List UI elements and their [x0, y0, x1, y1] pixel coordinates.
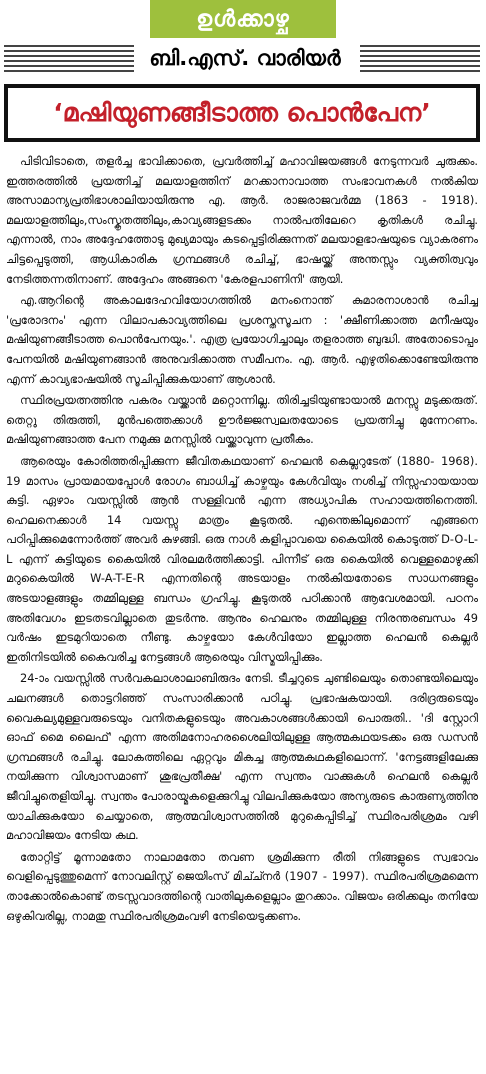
paragraph: സ്ഥിരപ്രയത്നത്തിനു പകരം വയ്ക്കാൻ മറ്റൊന്നില്ല. തിരിച്ചടിയുണ്ടായാൽ മനസ്സു മടുക്കരുത്. തെറ്റു തിരുത്തി, മുൻപത്തെക്കാൾ ഊർജ്ജസ്വലതയോടെ പ്രയത്നിച്ചു മുന്നേറണം. മഷിയുണങ്ങാത്ത പേന നമുക്കു മനസ്സിൽ വയ്ക്കാവുന്ന പ്രതീകം. — [6, 393, 478, 447]
decorative-rule-left — [4, 44, 134, 72]
paragraph: 24-ാം വയസ്സിൽ സർവകലാശാലാബിരുദം നേടി. ടീച്ചറുടെ ചുണ്ടിലെയും തൊണ്ടയിലെയും ചലനങ്ങൾ തൊട്ടറിഞ്ഞ് സംസാരിക്കാൻ പഠിച്ചു. പ്രഭാഷകയായി. ദരിദ്രരുടെയും വൈകല്യമുള്ളവരുടെയും വനിതകളുടെയും അവകാശങ്ങൾക്കായി പൊരുതി.. 'ദി സ്റ്റോറി ഓഫ് മൈ ലൈഫ്' എന്ന അതിമനോഹരശൈലിയിലുള്ള ആത്മകഥയടക്കം ഒരു ഡസൻ ഗ്രന്ഥങ്ങൾ രചിച്ചു. ലോകത്തിലെ ഏറ്റവും മികച്ച ആത്മകഥകളിലൊന്ന്. 'നേട്ടങ്ങളിലേക്കു നയിക്കുന്ന വിശ്വാസമാണ് ശുഭപ്രതീക്ഷ' എന്ന സ്വന്തം വാക്കുകൾ ഹെലൻ കെല്ലർ ജീവിച്ചുതെളിയിച്ചു. സ്വന്തം പോരായ്മകളെക്കുറിച്ചു വിലപിക്കുകയോ അന്യരുടെ കാരുണ്യത്തിനു യാചിക്കുകയോ ചെയ്യാതെ, ആത്മവിശ്വാസത്തിൽ മുറുകെപ്പിടിച്ച് സ്ഥിരപരിശ്രമം വഴി മഹാവിജയം നേടിയ കഥ. — [6, 671, 478, 843]
paragraph: എ.ആറിന്റെ അകാലദേഹവിയോഗത്തിൽ മനംനൊന്ത് കുമാരനാശാൻ രചിച്ച 'പ്രരോദനം' എന്ന വിലാപകാവ്യത്തിലെ പ്രശസ്തസൂചന : 'ക്ഷീണിക്കാത്ത മനീഷയും മഷിയുണങ്ങീടാത്ത പൊൻപേനയും.'. എത്ര പ്രയോഗിച്ചാലും തളരാത്ത ബുദ്ധി. അതോടൊപ്പം പേനയിൽ മഷിയുണങ്ങാൻ അനുവദിക്കാത്ത സമീപനം. എ. ആർ. എഴുതിക്കൊണ്ടേയിരുന്നു എന്ന് കാവ്യഭാഷയിൽ സൂചിപ്പിക്കുകയാണ് ആശാൻ. — [6, 293, 478, 386]
decorative-rule-right — [360, 44, 480, 72]
paragraph: തോറ്റിട്ട് മൂന്നാമതോ നാലാമതോ തവണ ശ്രമിക്കുന്ന രീതി നിങ്ങളുടെ സ്വഭാവം വെളിപ്പെടുത്തുമെന്ന് നോവലിസ്റ്റ് ജെയിംസ് മിച്ച്നർ (1907 - 1997). സ്ഥിരപരിശ്രമമെന്ന താക്കോൽകൊണ്ട് തടസ്സവാദത്തിന്റെ വാതിലുകളെല്ലാം തുറക്കാം. വിജയം ഒരിക്കലും തനിയേ ഒഴുകിവരില്ല, നാമതു സ്ഥിരപരിശ്രമംവഴി നേടിയെടുക്കണം. — [6, 849, 478, 923]
column-title: ഉൾക്കാഴ്ച — [150, 0, 336, 38]
headline: ‘മഷിയുണങ്ങീടാത്ത പൊൻപേന’ — [4, 84, 480, 142]
paragraph: ആരെയും കോരിത്തരിപ്പിക്കുന്ന ജീവിതകഥയാണ് ഹെലൻ കെല്ലറുടേത് (1880- 1968). 19 മാസം പ്രായമായപ്പോൾ രോഗം ബാധിച്ച് കാഴ്ചയും കേൾവിയും നശിച്ച് നിസ്സഹായയായ കുട്ടി. ഏഴാം വയസ്സിൽ ആൻ സള്ളിവൻ എന്ന അധ്യാപിക സഹായത്തിനെത്തി. ഹെലനെക്കാൾ 14 വയസ്സു മാത്രം കൂടുതൽ. എന്തെങ്കിലുമൊന്ന് എങ്ങനെ പഠിപ്പിക്കുമെന്നോർത്ത് അവർ കുഴങ്ങി. ഒരു നാൾ കളിപ്പാവയെ കൈയിൽ കൊടുത്ത് D-O-L-L എന്ന് കുട്ടിയുടെ കൈയിൽ വിരലമർത്തിക്കാട്ടി. പിന്നീട് ഒരു കൈയിൽ വെള്ളമൊഴുക്കി മറുകൈയിൽ W-A-T-E-R എന്നതിന്റെ അടയാളം നൽകിയതോടെ സാധനങ്ങളും അടയാളങ്ങളും തമ്മിലുള്ള ബന്ധം ഗ്രഹിച്ചു. കൂടുതൽ പഠിക്കാൻ ആവേശമായി. പഠനം അതിവേഗം ഇടതടവില്ലാതെ തുടർന്നു. ആനും ഹെലനും തമ്മിലുള്ള നിരന്തരബന്ധം 49 വർഷം ഇടമുറിയാതെ നീണ്ടു. കാഴ്ചയോ കേൾവിയോ ഇല്ലാത്ത ഹെലൻ കെല്ലർ ഇതിനിടയിൽ കൈവരിച്ച നേട്ടങ്ങൾ ആരെയും വിസ്മയിപ്പിക്കും. — [6, 453, 478, 664]
paragraph: പിടിവിടാതെ, തളർച്ച ഭാവിക്കാതെ, പ്രവർത്തിച്ച് മഹാവിജയങ്ങൾ നേടുന്നവർ ചുരുക്കം. ഇത്തരത്തിൽ പ്രയത്നിച്ച് മലയാളത്തിന് മറക്കാനാവാത്ത സംഭാവനകൾ നൽകിയ അസാമാന്യപ്രതിഭാശാലിയായിരുന്നു എ. ആർ. രാജരാജവർമ്മ (1863 - 1918). മലയാളത്തിലും,സംസ്കൃതത്തിലും,കാവ്യങ്ങളടക്കം നാൽപതിലേറെ കൃതികൾ രചിച്ചു. എന്നാൽ, നാം അദ്ദേഹത്തോടു മുഖ്യമായും കടപ്പെട്ടിരിക്കുന്നത് മലയാളഭാഷയുടെ വ്യാകരണം ചിട്ടപ്പെടുത്തി, ആധികാരിക ഗ്രന്ഥങ്ങൾ രചിച്ച്, ഭാഷയ്ക്ക് അന്തസ്സും വ്യക്തിത്വവും നേടിത്തന്നതിനാണ്. അദ്ദേഹം അങ്ങനെ 'കേരളപാണിനി' ആയി. — [6, 154, 478, 286]
article-body — [6, 152, 478, 1068]
author-byline: ബി.എസ്. വാരിയർ — [149, 45, 341, 70]
